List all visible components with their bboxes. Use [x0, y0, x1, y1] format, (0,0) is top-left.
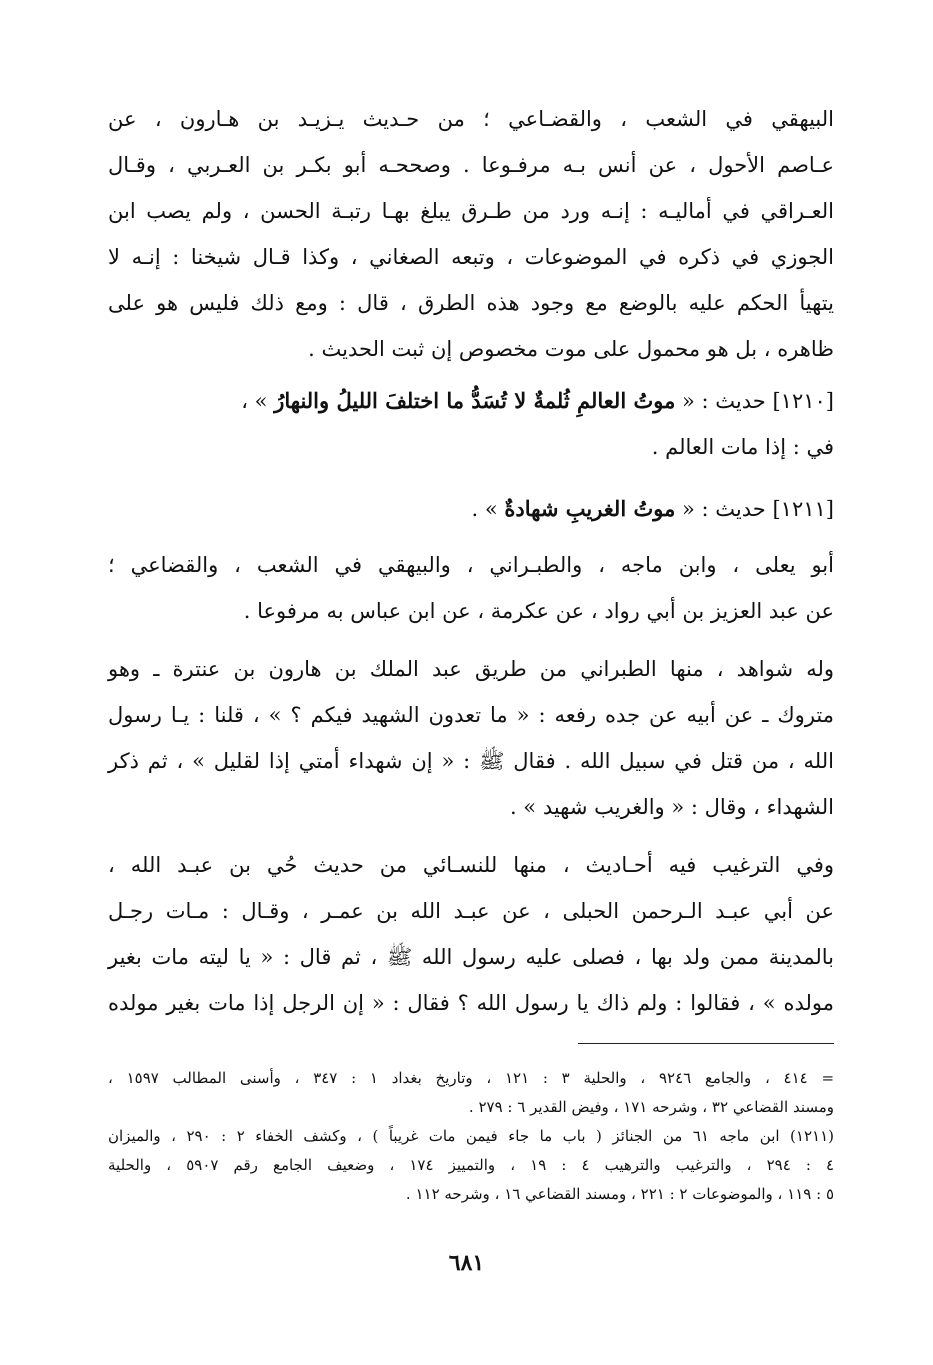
- hadith-lead: حديث : «: [682, 389, 766, 413]
- hadith-number: [١٢١٠]: [772, 389, 834, 413]
- text-line: عـاصم الأحول ، عن أنس بـه مرفـوعا . وصححـه أبو بكـر بن العـربي ، وقـال: [108, 153, 834, 177]
- text-line: بالمدينة ممن ولد بها ، فصلى عليه رسول الله ﷺ ، ثم قال : « يا ليته مات بغير: [108, 945, 834, 969]
- footnote-line: ٤ : ٢٩٤ ، والترغيب والترهيب ٤ : ١٩ ، والتمييز ١٧٤ ، وضعيف الجامع رقم ٥٩٠٧ ، والحلية: [108, 1156, 835, 1174]
- paragraph-targhib: [108, 842, 834, 1026]
- hadith-text: موتُ العالمِ ثُلمةٌ لا تُسَدُّ ما اختلفَ الليلُ والنهارُ: [274, 388, 676, 413]
- text-line: وله شواهد ، منها الطبراني من طريق عبد الملك بن هارون بن عنترة ـ وهو: [108, 657, 834, 681]
- text-line: الله ، من قتل في سبيل الله . فقال ﷺ : « إن شهداء أمتي إذا لقليل » ، ثم ذكر: [108, 749, 834, 773]
- text-line: عن عبد العزيز بن أبي رواد ، عن عكرمة ، عن ابن عباس به مرفوعا .: [243, 599, 834, 623]
- footnotes: [108, 1064, 834, 1209]
- hadith-number: [١٢١١]: [772, 497, 834, 521]
- text-line: أبو يعلى ، وابن ماجه ، والطبـراني ، والبيهقي في الشعب ، والقضاعي ؛: [108, 553, 834, 577]
- paragraph-sources: [108, 542, 834, 634]
- text-line: وفي الترغيب فيه أحـاديث ، منها للنسـائي من حديث حُي بن عبـد الله ،: [108, 853, 834, 877]
- hadith-entry-1211: [108, 486, 834, 532]
- footnote-line: ٥ : ١١٩ ، والموضوعات ٢ : ٢٢١ ، ومسند القضاعي ١٦ ، وشرحه ١١٢ .: [405, 1185, 834, 1203]
- hadith-heading-line: [108, 378, 834, 424]
- hadith-entry-1210: [108, 378, 834, 470]
- text-line: العـراقي في أماليـه : إنـه ورد من طـرق يبلغ بهـا رتبـة الحسن ، ولم يصب ابن: [108, 199, 834, 223]
- text-line: الشهداء ، وقال : « والغريب شهيد » .: [509, 795, 834, 819]
- footnote-line: ومسند القضاعي ٣٢ ، وشرحه ١٧١ ، وفيض القدير ٦ : ٢٧٩ .: [468, 1098, 834, 1116]
- paragraph-witnesses: [108, 646, 834, 830]
- text-line: مولده » ، فقالوا : ولم ذاك يا رسول الله ؟ فقال : « إن الرجل إذا مات بغير مولده: [108, 991, 834, 1015]
- paragraph-continued-commentary: [108, 96, 834, 372]
- page-number: ٦٨١: [448, 1250, 485, 1276]
- hadith-close: » .: [471, 497, 498, 521]
- hadith-heading-line: [108, 486, 834, 532]
- text-line: في : إذا مات العالم .: [651, 435, 834, 459]
- hadith-text: موتُ الغريبِ شهادةٌ: [504, 496, 676, 521]
- footnote-line: (١٢١١) ابن ماجه ٦١ من الجنائز ( باب ما جاء فيمن مات غريباً ) ، وكشف الخفاء ٢ : ٢٩٠ ، والميزان: [108, 1127, 835, 1145]
- text-line: ظاهره ، بل هو محمول على موت مخصوص إن ثبت الحديث .: [308, 337, 834, 361]
- text-line: يتهيأ الحكم عليه بالوضع مع وجود هذه الطرق ، قال : ومع ذلك فليس هو على: [108, 291, 834, 315]
- text-line: الجوزي في ذكره في الموضوعات ، وتبعه الصغاني ، وكذا قـال شيخنا : إنـه لا: [108, 245, 834, 269]
- hadith-close: » ،: [241, 389, 268, 413]
- footnote-separator: [578, 1043, 834, 1044]
- text-line: عن أبي عبـد الـرحمن الحبلى ، عن عبـد الله بن عمـر ، وقـال : مـات رجـل: [108, 899, 834, 923]
- hadith-lead: حديث : «: [682, 497, 766, 521]
- footnote-line: = ٤١٤ ، والجامع ٩٢٤٦ ، والحلية ٣ : ١٢١ ، وتاريخ بغداد ١ : ٣٤٧ ، وأسنى المطالب ١٥٩٧ ،: [108, 1069, 835, 1087]
- text-line: متروك ـ عن أبيه عن جده رفعه : « ما تعدون الشهيد فيكم ؟ » ، قلنا : يـا رسول: [108, 703, 834, 727]
- text-line: البيهقي في الشعب ، والقضـاعي ؛ من حـديث يـزيـد بن هـارون ، عن: [108, 107, 834, 131]
